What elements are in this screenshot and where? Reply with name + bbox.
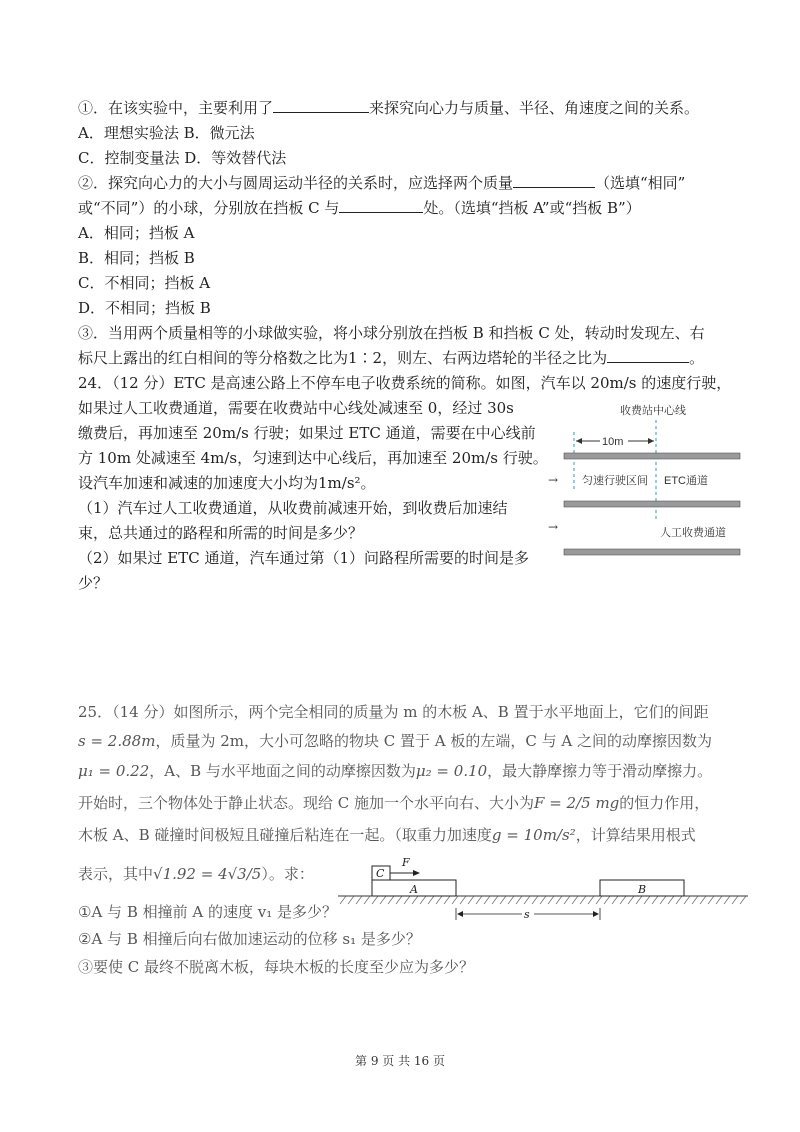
stem-text: ，质量为 2m，大小可忽略的物块 C 置于 A 板的左端，C 与 A 之间的动摩擦因数为	[155, 732, 712, 750]
etc-arrow: →	[548, 473, 559, 487]
force-label: F	[402, 856, 410, 869]
stem-text: 。	[689, 349, 705, 367]
stem-text: 的恒力作用，	[619, 794, 710, 812]
stem-text: 标尺上露出的红白相间的等分格数之比为1∶2，则左、右两边塔轮的半径之比为	[78, 349, 608, 367]
q23-p2-option-b: B．相同；挡板 B	[78, 249, 195, 267]
distance-label: 10m	[602, 436, 624, 448]
center-line-label: 收费站中心线	[620, 405, 686, 417]
barrier-middle	[564, 501, 740, 507]
stem-text: 表示，其中	[78, 865, 154, 883]
stem-text: ，计算结果用根式	[575, 826, 696, 844]
stem-text: ②．探究向心力的大小与圆周运动半径的关系时，应选择两个质量	[78, 174, 514, 192]
q23-p2-option-d: D．不相同；挡板 B	[78, 299, 211, 317]
q25-sub3: ③要使 C 最终不脱离木板，每块木板的长度至少应为多少？	[78, 958, 475, 976]
stem-text: ①．在该实验中，主要利用了	[78, 99, 274, 117]
barrier-bottom	[564, 549, 740, 555]
math-expr: F = 2/5 mg	[534, 794, 620, 812]
q23-p2-stem-line1	[78, 173, 685, 193]
stem-text: ，A、B 与水平地面之间的动摩擦因数为	[149, 762, 416, 780]
force-arrowhead	[413, 870, 420, 876]
plank-b-label: B	[638, 883, 647, 896]
gap-label: s	[524, 908, 530, 921]
q23-p1-stem	[78, 98, 699, 118]
q24-line3: 缴费后，再加速至 20m/s 行驶；如果过 ETC 通道，需要在中心线前	[78, 424, 536, 442]
q25-line2	[78, 731, 712, 751]
q24-line9: 少？	[78, 574, 109, 592]
math-expr: μ₂ = 0.10	[415, 762, 488, 780]
block-c-label: C	[376, 867, 385, 880]
etc-lane-figure	[548, 398, 748, 568]
stem-text: 开始时，三个物体处于静止状态。现给 C 施加一个水平向右、大小为	[78, 794, 535, 812]
q23-p2-option-c: C．不相同；挡板 A	[78, 274, 211, 292]
q25-sub1: ①A 与 B 相撞前 A 的速度 v₁ 是多少？	[78, 903, 338, 921]
answer-blank	[273, 98, 369, 113]
stem-text: ，最大静摩擦力等于滑动摩擦力。	[487, 762, 713, 780]
q24-line2: 如果过人工收费通道，需要在收费站中心线处减速至 0，经过 30s	[78, 399, 514, 417]
etc-lane-label: ETC通道	[664, 475, 708, 487]
stem-text: 来探究向心力与质量、半径、角速度之间的关系。	[369, 99, 700, 117]
q25-line4	[78, 793, 709, 813]
q23-p3-line2	[78, 348, 704, 368]
q23-p1-options-ab: A．理想实验法 B．微元法	[78, 124, 255, 142]
arrowhead-right	[648, 438, 654, 444]
gap-arrowhead-left	[457, 911, 463, 917]
plank-figure	[338, 852, 748, 924]
gap-arrowhead-right	[593, 911, 599, 917]
answer-blank	[607, 348, 689, 363]
q23-p2-stem-line2	[78, 198, 641, 218]
q24-line6: （1）汽车过人工收费通道，从收费前减速开始，到收费后加速结	[78, 499, 508, 517]
arrowhead-left	[576, 438, 582, 444]
math-expr: s = 2.88m	[78, 732, 156, 750]
q24-line1: 24．（12 分）ETC 是高速公路上不停车电子收费系统的简称。如图，汽车以 20m/s 的速度行驶，	[78, 374, 732, 392]
q25-sub2: ②A 与 B 相撞后向右做加速运动的位移 s₁ 是多少？	[78, 930, 421, 948]
q23-p2-option-a: A．相同；挡板 A	[78, 224, 195, 242]
q24-line7: 束，总共通过的路程和所需的时间是多少？	[78, 524, 364, 542]
math-expr: g = 10m/s²	[491, 826, 576, 844]
stem-text: 处。（选填“挡板 A”或“挡板 B”）	[423, 199, 641, 217]
q25-line5	[78, 825, 696, 845]
manual-arrow: →	[548, 520, 559, 534]
answer-blank	[339, 198, 423, 213]
q23-p1-options-cd: C．控制变量法 D．等效替代法	[78, 149, 287, 167]
q25-line1: 25．（14 分）如图所示，两个完全相同的质量为 m 的木板 A、B 置于水平地面上，它们的间距	[78, 703, 709, 721]
q24-line8: （2）如果过 ETC 通道，汽车通过第（1）问路程所需要的时间是多	[78, 549, 530, 567]
q25-line3	[78, 761, 712, 781]
q23-p3-line1: ③．当用两个质量相等的小球做实验，将小球分别放在挡板 B 和挡板 C 处，转动时发现左、右	[78, 324, 705, 342]
barrier-top	[564, 453, 740, 459]
math-expr: μ₁ = 0.22	[78, 762, 150, 780]
stem-text: ）。求：	[261, 865, 314, 883]
stem-text: 或“不同”）的小球，分别放在挡板 C 与	[78, 199, 340, 217]
manual-lane-label: 人工收费通道	[660, 527, 726, 539]
ground-hatching	[340, 896, 746, 904]
stem-text: （选填“相同”	[595, 174, 686, 192]
uniform-zone-label: 匀速行驶区间	[582, 475, 648, 487]
stem-text: 木板 A、B 碰撞时间极短且碰撞后粘连在一起。（取重力加速度	[78, 826, 492, 844]
plank-a-label: A	[410, 883, 418, 896]
math-expr: √1.92 = 4√3/5	[153, 865, 262, 883]
answer-blank	[513, 173, 595, 188]
page-footer: 第 9 页 共 16 页	[355, 1054, 445, 1068]
q25-line6	[78, 864, 314, 884]
q24-line4: 方 10m 处减速至 4m/s，匀速到达中心线后，再加速至 20m/s 行驶。	[78, 449, 548, 467]
q24-line5: 设汽车加速和减速的加速度大小均为1m/s²。	[78, 474, 376, 492]
